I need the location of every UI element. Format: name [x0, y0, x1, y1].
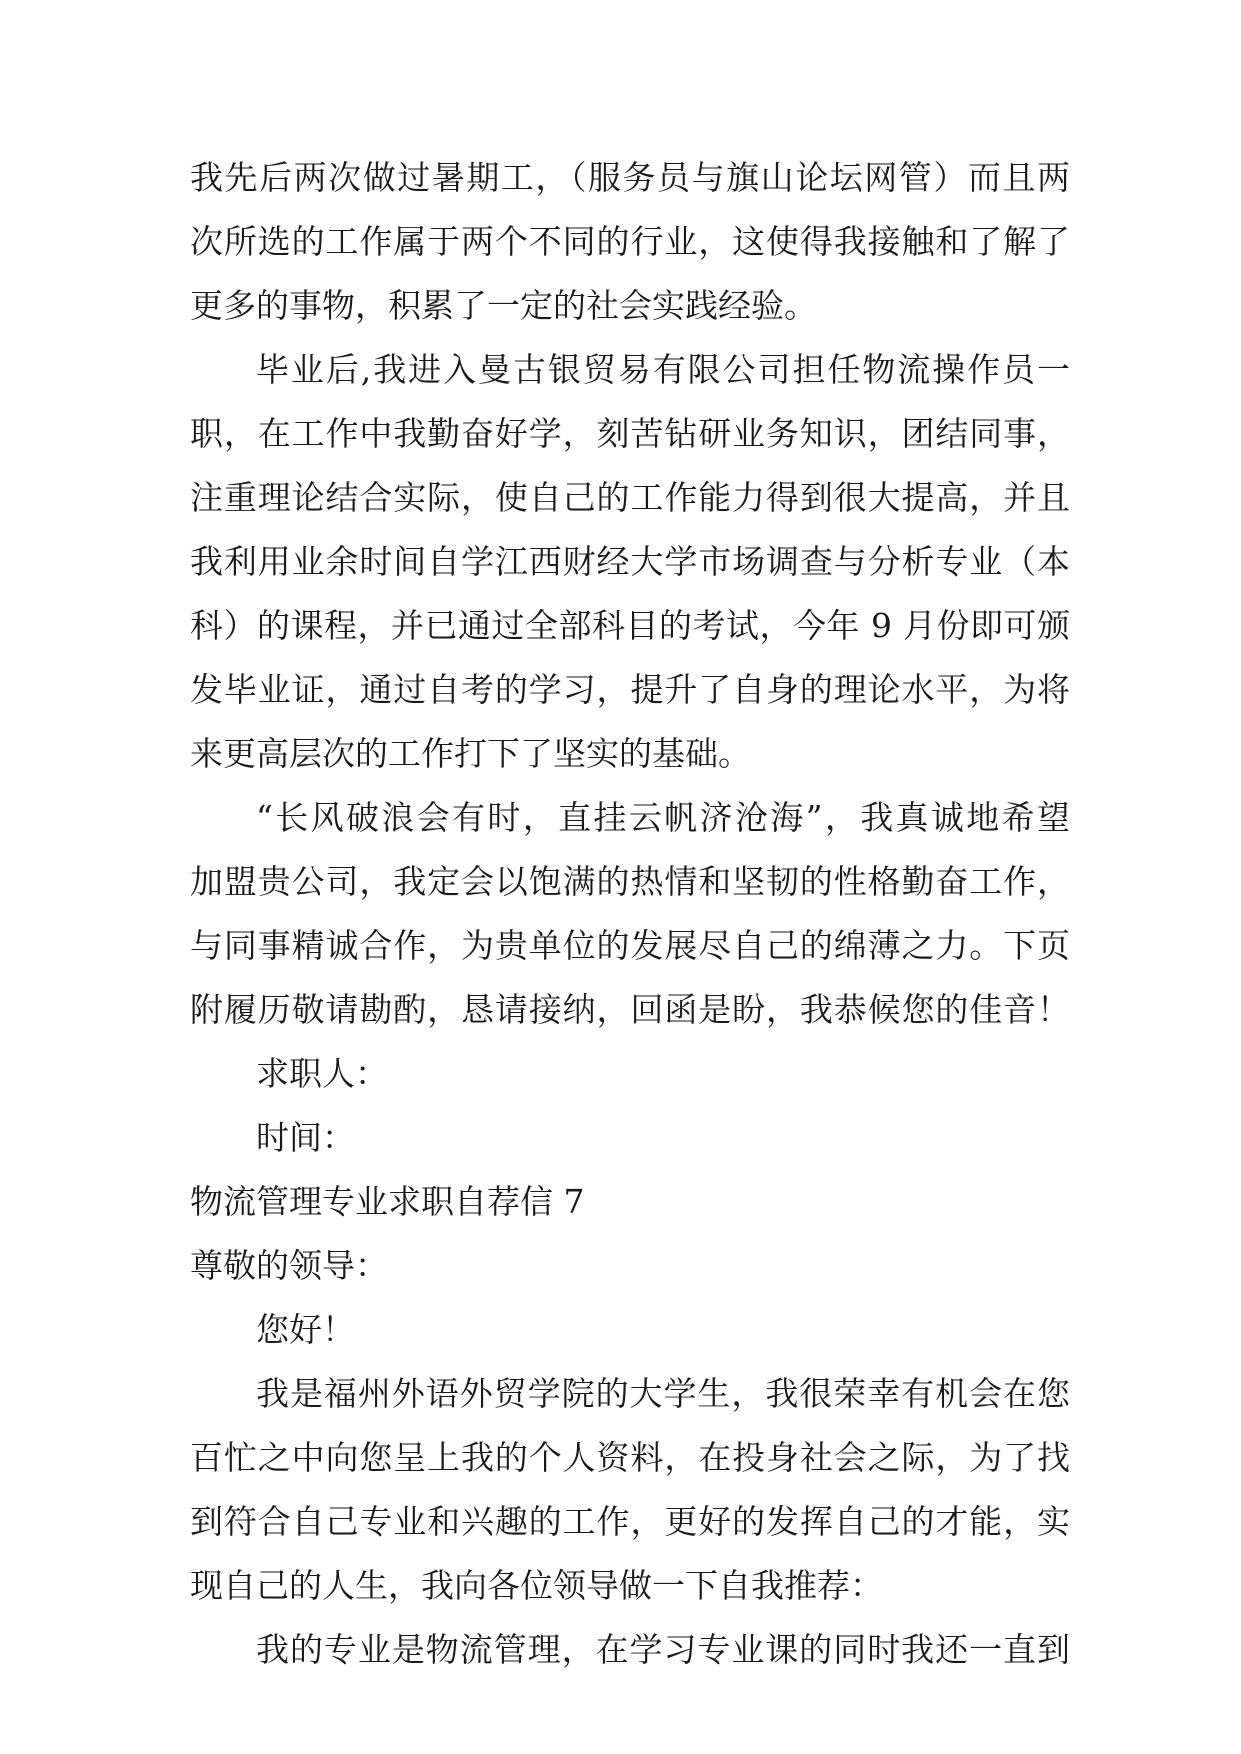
- text-line: 与同事精诚合作，为贵单位的发展尽自己的绵薄之力。下页: [190, 926, 1070, 965]
- text-line: 更多的事物，积累了一定的社会实践经验。: [190, 286, 817, 325]
- paragraph-start-line: 我的专业是物流管理，在学习专业课的同时我还一直到: [256, 1630, 1070, 1669]
- paragraph-start-line: 毕业后,我进入曼古银贸易有限公司担任物流操作员一: [256, 350, 1070, 389]
- paragraph-start-line: “长风破浪会有时，直挂云帆济沧海”，我真诚地希望: [256, 798, 1070, 837]
- text-line: 来更高层次的工作打下了坚实的基础。: [190, 734, 751, 773]
- date-label: 时间：: [256, 1118, 355, 1157]
- greeting: 您好！: [256, 1310, 355, 1349]
- text-line: 附履历敬请勘酌，恳请接纳，回函是盼，我恭候您的佳音！: [190, 990, 1070, 1029]
- text-line: 加盟贵公司，我定会以饱满的热情和坚韧的性格勤奋工作，: [190, 862, 1070, 901]
- text-line: 科）的课程，并已通过全部科目的考试，今年 9 月份即可颁: [190, 606, 1070, 645]
- letter-title: 物流管理专业求职自荐信 7: [190, 1182, 585, 1221]
- applicant-label: 求职人：: [256, 1054, 388, 1093]
- text-line: 次所选的工作属于两个不同的行业，这使得我接触和了解了: [190, 222, 1070, 261]
- text-line: 我先后两次做过暑期工，（服务员与旗山论坛网管）而且两: [190, 158, 1070, 197]
- paragraph-start-line: 我是福州外语外贸学院的大学生，我很荣幸有机会在您: [256, 1374, 1070, 1413]
- text-line: 我利用业余时间自学江西财经大学市场调查与分析专业（本: [190, 542, 1070, 581]
- text-line: 发毕业证，通过自考的学习，提升了自身的理论水平，为将: [190, 670, 1070, 709]
- text-line: 百忙之中向您呈上我的个人资料，在投身社会之际，为了找: [190, 1438, 1070, 1477]
- text-line: 现自己的人生，我向各位领导做一下自我推荐：: [190, 1566, 883, 1605]
- text-line: 职，在工作中我勤奋好学，刻苦钻研业务知识，团结同事，: [190, 414, 1070, 453]
- salutation: 尊敬的领导：: [190, 1246, 388, 1285]
- text-line: 注重理论结合实际，使自己的工作能力得到很大提高，并且: [190, 478, 1070, 517]
- text-line: 到符合自己专业和兴趣的工作，更好的发挥自己的才能，实: [190, 1502, 1070, 1541]
